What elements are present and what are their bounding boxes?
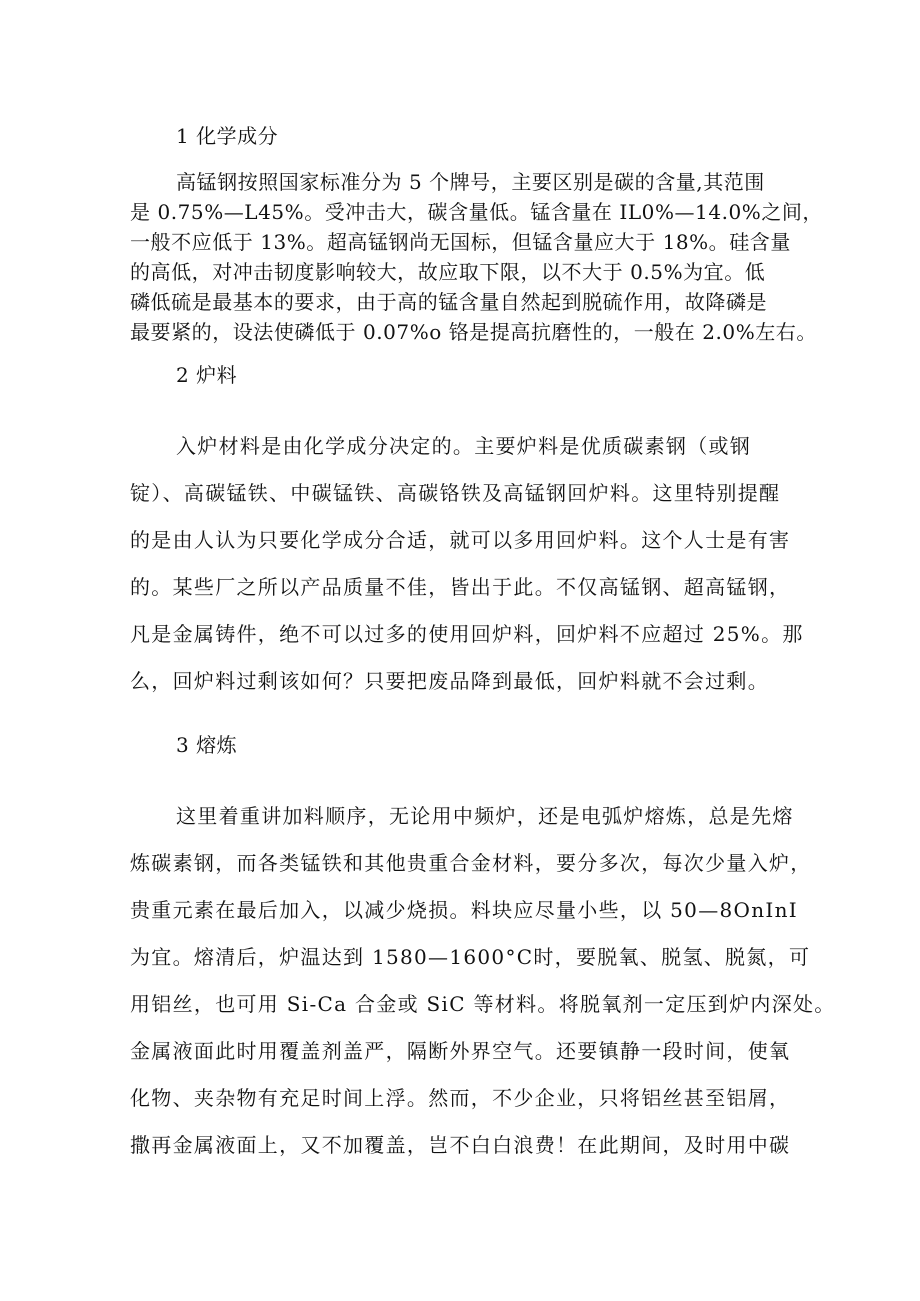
paragraph-line: 一般不应低于 13%。超高锰钢尚无国标，但锰含量应大于 18%。硅含量 <box>130 230 791 254</box>
paragraph-line: 的。某些厂之所以产品质量不佳，皆出于此。不仅高锰钢、超高锰钢， <box>130 575 791 599</box>
paragraph-line: 化物、夹杂物有充足时间上浮。然而，不少企业，只将铝丝甚至铝屑， <box>130 1086 791 1110</box>
paragraph-line: 是 0.75%—L45%。受冲击大，碳含量低。锰含量在 IL0%—14.0%之间， <box>130 200 823 224</box>
section-heading-charge-materials: 2 炉料 <box>176 363 238 387</box>
paragraph-line: 么，回炉料过剩该如何？只要把废品降到最低，回炉料就不会过剩。 <box>130 669 769 693</box>
section-heading-smelting: 3 熔炼 <box>176 733 238 757</box>
paragraph-line: 为宜。熔清后，炉温达到 1580—1600°C时，要脱氧、脱氢、脱氮，可 <box>130 945 811 969</box>
paragraph-smelting <box>130 793 836 1169</box>
paragraph-line: 的高低，对冲击韧度影响较大，故应取下限，以不大于 0.5%为宜。低 <box>130 260 766 284</box>
paragraph-line: 磷低硫是最基本的要求，由于高的锰含量自然起到脱硫作用，故降磷是 <box>130 290 768 314</box>
paragraph-charge-materials <box>130 423 815 705</box>
paragraph-line: 凡是金属铸件，绝不可以过多的使用回炉料，回炉料不应超过 25%。那 <box>130 622 804 646</box>
paragraph-line: 撒再金属液面上，又不加覆盖，岂不白白浪费！在此期间，及时用中碳 <box>130 1133 791 1157</box>
paragraph-line: 贵重元素在最后加入，以减少烧损。料块应尽量小些，以 50—8OnInI <box>130 898 798 922</box>
paragraph-line: 入炉材料是由化学成分决定的。主要炉料是优质碳素钢（或钢 <box>176 434 752 458</box>
paragraph-line: 的是由人认为只要化学成分合适，就可以多用回炉料。这个人士是有害 <box>130 528 791 552</box>
paragraph-line: 高锰钢按照国家标准分为 5 个牌号，主要区别是碳的含量,其范围 <box>176 170 765 194</box>
paragraph-line: 炼碳素钢，而各类锰铁和其他贵重合金材料，要分多次，每次少量入炉， <box>130 851 812 875</box>
paragraph-line: 最要紧的，设法使磷低于 0.07%o 铬是提高抗磨性的，一般在 2.0%左右。 <box>130 320 817 344</box>
paragraph-chemical-composition <box>130 167 823 347</box>
paragraph-line: 锭）、高碳锰铁、中碳锰铁、高碳铬铁及高锰钢回炉料。这里特别提醒 <box>130 481 781 505</box>
paragraph-line: 这里着重讲加料顺序，无论用中频炉，还是电弧炉熔炼，总是先熔 <box>176 804 794 828</box>
section-heading-chemical-composition: 1 化学成分 <box>176 124 279 148</box>
paragraph-line: 金属液面此时用覆盖剂盖严，隔断外界空气。还要镇静一段时间，使氧 <box>130 1039 791 1063</box>
paragraph-line: 用铝丝，也可用 Si-Ca 合金或 SiC 等材料。将脱氧剂一定压到炉内深处。 <box>130 992 836 1016</box>
